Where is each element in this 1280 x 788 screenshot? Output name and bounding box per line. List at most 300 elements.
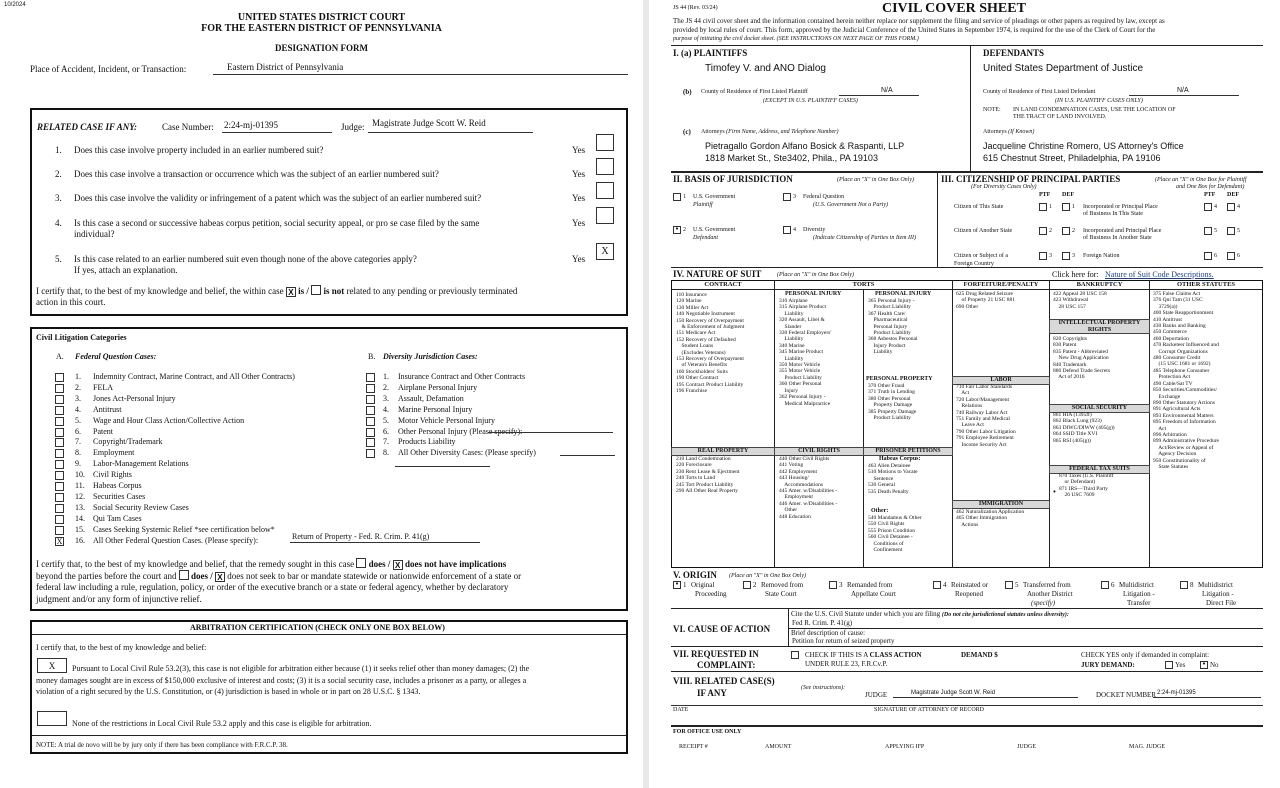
ptf-checkbox[interactable]: [1039, 252, 1047, 260]
fed-category-label: Cases Seeking Systemic Relief *see certification below*: [93, 524, 275, 534]
certify-related-part1: I certify that, to the best of my knowledge and belief, the within case: [36, 286, 284, 296]
origin-label: Original: [691, 581, 715, 589]
county-plaintiff-label: County of Residence of First Listed Plaintiff: [701, 89, 808, 95]
judge-value[interactable]: Magistrate Judge Scott W. Reid: [372, 118, 486, 128]
plaintiff-attorney-address[interactable]: 1818 Market St., Ste3402, Phila., PA 19103: [705, 153, 878, 163]
origin-label: Multidistrict: [1119, 581, 1154, 589]
fed-category-label: Antitrust: [93, 404, 122, 414]
diversity-category-checkbox[interactable]: [366, 438, 375, 447]
attorneys-hint: (Firm Name, Address, and Telephone Number): [726, 129, 839, 135]
diversity-category-checkbox[interactable]: [366, 395, 375, 404]
arb-not-eligible-checkbox[interactable]: X: [37, 658, 67, 673]
fed-category-checkbox[interactable]: [55, 373, 64, 382]
cause-heading: VI. CAUSE OF ACTION: [673, 624, 771, 634]
defendant-attorney-address[interactable]: 615 Chestnut Street, Philadelphia, PA 19106: [983, 153, 1161, 163]
does-not-seek-checkbox[interactable]: X: [215, 572, 225, 582]
defendants-value[interactable]: United States Department of Justice: [983, 63, 1144, 74]
diversity-category-number: 4.: [383, 404, 389, 414]
revision: (Rev. 03/24): [687, 5, 718, 11]
torts-pi-list[interactable]: 310 Airplane 315 Airplane Product Liability 320 Assault, Libel & Slander 330 Federal Employers' Liability 340 Marine 345 Marine Product Liability 350 Motor Vehicle 355 Motor Vehicle Product Liability 360 Other Personal Injury 362 Personal Injury - Medical Malpractice: [779, 298, 832, 407]
basis-checkbox[interactable]: [783, 226, 791, 234]
fed-category-number: 3.: [75, 393, 81, 403]
diversity-category-number: 1.: [383, 372, 389, 381]
diversity-category-label: Assault, Defamation: [398, 393, 464, 403]
fed-category-label: Indemnity Contract, Marine Contract, and All Other Contracts): [93, 372, 295, 381]
origin-number: 3: [839, 581, 843, 589]
def2-checkbox[interactable]: [1227, 227, 1235, 235]
def2-number: 5: [1237, 228, 1240, 234]
def-number: 1: [1072, 204, 1075, 210]
defendant-attorneys-label: [983, 129, 1034, 136]
citizenship-label: Citizen or Subject of a: [954, 253, 1008, 259]
origin-label-cont: Reopened: [955, 590, 983, 598]
fed-category-label: Habeas Corpus: [93, 481, 142, 490]
designation-form-title: DESIGNATION FORM: [274, 43, 369, 53]
certify-related-part3: action in this court.: [36, 297, 106, 307]
defendants-heading: DEFENDANTS: [983, 48, 1045, 58]
receipt-label: RECEIPT #: [679, 744, 708, 750]
irs-third-party-mark[interactable]: •: [1053, 489, 1056, 496]
court-name: UNITED STATES DISTRICT COURT: [237, 12, 406, 23]
civil-cover-sheet-title: CIVIL COVER SHEET: [882, 1, 1026, 16]
origin-label-cont2: (specify): [1031, 599, 1056, 607]
if-any-label: IF ANY: [697, 688, 727, 698]
office-judge-label: JUDGE: [1017, 744, 1036, 750]
question-yes-checkbox[interactable]: [596, 207, 614, 224]
ptf-checkbox[interactable]: [1039, 227, 1047, 235]
diversity-category-label: Airplane Personal Injury: [398, 382, 478, 392]
fed-a-label: A.: [56, 352, 64, 361]
certify-related-part2: related to any pending or previously terminated: [346, 286, 518, 296]
case-number-value[interactable]: 2:24-mj-01395: [224, 120, 278, 130]
does-not-label: does not have implications: [404, 559, 507, 569]
fed-category-checkbox[interactable]: [55, 515, 64, 524]
mag-judge-label: MAG. JUDGE: [1129, 744, 1165, 750]
labor-heading: LABOR: [952, 376, 1050, 385]
basis-number: 2: [683, 227, 686, 233]
cause-cite-note: (Do not cite jurisdictional statutes unless diversity):: [941, 612, 1069, 618]
form-version: 10/2024: [4, 2, 26, 8]
question-yes-label: Yes: [572, 145, 586, 155]
ptf-header: PTF: [1039, 192, 1051, 198]
fed-category-label: Jones Act-Personal Injury: [93, 393, 176, 403]
origin-label-cont: Proceeding: [695, 590, 727, 598]
nos-descriptions-link[interactable]: Nature of Suit Code Descriptions.: [1105, 270, 1214, 279]
ptf2-checkbox[interactable]: [1204, 227, 1212, 235]
diversity-category-checkbox[interactable]: [366, 417, 375, 426]
question-yes-label: Yes: [572, 169, 586, 179]
diversity-category-checkbox[interactable]: [366, 384, 375, 393]
social-security-heading: SOCIAL SECURITY: [1049, 404, 1150, 413]
origin-checkbox[interactable]: [743, 581, 751, 589]
does-checkbox[interactable]: [356, 558, 366, 568]
signature-label: SIGNATURE OF ATTORNEY OF RECORD: [874, 707, 985, 713]
basis-number: 4: [793, 227, 796, 233]
question-yes-checkbox[interactable]: [596, 158, 614, 175]
diversity-category-number: 7.: [383, 437, 389, 447]
other-statutes-list[interactable]: 375 False Claims Act 376 Qui Tam (31 USC 3729(a)) 400 State Reapportionment 410 Antitrust 430 Banks and Banking 450 Commerce 460 Deportation 470 Racketeer Influenced and Corrupt Organizations 480 Consumer Credit (15 USC 1681 or 1692) 485 Telephone Consumer Protection Act 490 Cable/Sat TV 850 Securities/Commodities/ Exchange 890 Other Statutory Actions 891 Agricultural Acts 893 Environmental Matters 895 Freedom of Information Act 896 Arbitration 899 Administrative Procedure Act/Review or Appeal of Agency Decision 950 Constitutionality of State Statutes: [1153, 291, 1219, 470]
personal-injury-heading-2: PERSONAL INJURY: [875, 291, 932, 297]
labor-list[interactable]: 710 Fair Labor Standards Act 720 Labor/Management Relations 740 Railway Labor Act 751 Family and Medical Leave Act 790 Other Labor Litigation 791 Employee Retirement Income Security Act: [956, 384, 1016, 448]
basis-label-cont: (Indicate Citizenship of Parties in Item III): [813, 235, 916, 241]
class-action-checkbox[interactable]: [791, 651, 799, 659]
diversity-category-number: 6.: [383, 426, 389, 436]
citizenship-hint: (Place an "X" in One Box for Plaintiff: [1155, 177, 1247, 183]
office-use-label: FOR OFFICE USE ONLY: [673, 729, 742, 735]
forfeiture-list[interactable]: 625 Drug Related Seizure of Property 21 USC 881 690 Other: [956, 291, 1015, 310]
docket-number-label: DOCKET NUMBER: [1096, 691, 1156, 699]
trial-de-novo-note: NOTE: A trial de novo will be by jury only if there has been compliance with F.R.C.P. 38.: [36, 741, 288, 749]
div-b-label: B.: [368, 352, 376, 361]
ptf-number: 1: [1049, 204, 1052, 210]
business-label-cont: of Business In Another State: [1083, 235, 1152, 241]
fed-category-number: 12.: [75, 491, 85, 501]
bankruptcy-list[interactable]: 422 Appeal 28 USC 158 423 Withdrawal 28 USC 157: [1053, 291, 1107, 310]
fed-category-number: 15.: [75, 524, 85, 534]
origin-checkbox[interactable]: •: [673, 581, 681, 589]
fed-category-checkbox[interactable]: [55, 384, 64, 393]
note-line2: THE TRACT OF LAND INVOLVED.: [1013, 114, 1107, 120]
def-number: 3: [1072, 253, 1075, 259]
jury-no-checkbox[interactable]: •: [1200, 661, 1208, 669]
fed-category-label: Social Security Review Cases: [93, 502, 189, 512]
related-judge-label: JUDGE: [865, 691, 888, 699]
fed-category-checkbox[interactable]: [55, 406, 64, 415]
fed-category-label: Wage and Hour Class Action/Collective Action: [93, 415, 245, 425]
question-text-cont: individual?: [74, 229, 115, 239]
nature-of-suit-heading: IV. NATURE OF SUIT: [673, 269, 762, 279]
diversity-category-label: Motor Vehicle Personal Injury: [398, 415, 495, 425]
social-security-list[interactable]: 861 HIA (1395ff) 862 Black Lung (923) 863 DIWC/DIWW (405(g)) 864 SSID Title XVI 865 RSI (405(g)): [1053, 412, 1115, 444]
diversity-category-label: Other Personal Injury (Please specify):: [398, 426, 523, 436]
cause-cite-label: [791, 610, 1069, 619]
fed-category-label: Qui Tam Cases: [93, 513, 142, 523]
certify-related-text: [36, 285, 517, 297]
cert2-line2: [36, 570, 521, 582]
cause-brief-label: Brief description of cause:: [791, 629, 866, 637]
col-torts: TORTS: [775, 281, 952, 290]
arb1-line2: money damages sought are in excess of $150,000 exclusive of interest and costs; (3) it is a social security case, includes a prisoner as a party, or alleges a: [36, 676, 527, 685]
basis-label-cont: (U.S. Government Not a Party): [813, 202, 888, 208]
origin-number: 4: [943, 581, 947, 589]
intro-line3: purpose of initiating the civil docket sheet. (SEE INSTRUCTIONS ON NEXT PAGE OF THIS FORM.): [673, 36, 919, 42]
fed-category-number: 14.: [75, 513, 85, 523]
civil-cover-sheet-page: [649, 0, 1280, 788]
fed-category-checkbox[interactable]: [55, 493, 64, 502]
does-not-checkbox[interactable]: X: [393, 560, 403, 570]
related-hint: (See instructions):: [801, 685, 846, 691]
origin-label-cont: Litigation -: [1202, 590, 1234, 598]
defendant-attorney-name[interactable]: Jacqueline Christine Romero, US Attorney's Office: [983, 141, 1184, 151]
fed-category-checkbox[interactable]: [55, 438, 64, 447]
origin-checkbox[interactable]: [933, 581, 941, 589]
related-case-title: RELATED CASE IF ANY:: [37, 122, 137, 132]
basis-checkbox[interactable]: [673, 193, 681, 201]
ptf2-number: 6: [1214, 253, 1217, 259]
real-property-list[interactable]: 210 Land Condemnation 220 Foreclosure 230 Rent Lease & Ejectment 240 Torts to Land 245 Tort Product Liability 290 All Other Real Property: [676, 456, 740, 495]
fed-category-label: FELA: [93, 382, 113, 392]
immigration-list[interactable]: 462 Naturalization Application 465 Other Immigration Actions: [956, 509, 1025, 528]
question-number: 4.: [55, 218, 62, 228]
origin-checkbox[interactable]: [1180, 581, 1188, 589]
origin-label-cont2: Direct File: [1206, 599, 1237, 607]
diversity-category-label: Marine Personal Injury: [398, 404, 473, 414]
fed-category-checkbox[interactable]: [55, 449, 64, 458]
county-defendant-value[interactable]: N/A: [1177, 87, 1189, 94]
cert2-text: I certify that, to the best of my knowledge and belief, that the remedy sought in this case: [36, 559, 355, 569]
class-action-text: CLASS ACTION: [869, 651, 922, 659]
jury-yes-label: Yes: [1175, 661, 1186, 669]
fed-category-checkbox[interactable]: [55, 471, 64, 480]
date-label: DATE: [673, 707, 689, 713]
def-checkbox[interactable]: [1062, 252, 1070, 260]
note-label: NOTE:: [983, 107, 1001, 113]
citizenship-diversity: (For Diversity Cases Only): [971, 184, 1037, 190]
ptf2-number: 5: [1214, 228, 1217, 234]
arb1-line3: violation of a right secured by the U.S. Constitution, or (4) jurisdiction is based in whole or in part on 28 U.S.C. § 1343.: [36, 687, 421, 696]
cert2-line1: [36, 558, 506, 570]
personal-property-heading: PERSONAL PROPERTY: [866, 376, 933, 382]
parties-divider: [970, 45, 971, 171]
fed-category-checkbox[interactable]: [55, 482, 64, 491]
col-divider-2: [863, 289, 864, 568]
question-yes-label: Yes: [572, 254, 586, 264]
cert2-text3: does not seek to bar or mandate statewide or nationwide enforcement of a state or: [227, 571, 522, 581]
prisoner-other-list[interactable]: 540 Mandamus & Other 550 Civil Rights 555 Prison Condition 560 Civil Detainee - Conditions of Confinement: [868, 515, 922, 554]
case-number-label: Case Number:: [162, 122, 214, 132]
fed-category-checkbox[interactable]: [55, 428, 64, 437]
place-label: Place of Accident, Incident, or Transaction:: [30, 64, 187, 74]
plaintiff-attorney-firm[interactable]: Pietragallo Gordon Alfano Bosick & Raspanti, LLP: [705, 141, 905, 151]
origin-label: Remanded from: [847, 581, 893, 589]
origin-label-cont: Another District: [1027, 590, 1073, 598]
origin-label-cont2: Transfer: [1127, 599, 1151, 607]
requested-rule: [671, 671, 1263, 672]
intro-line1: The JS 44 civil cover sheet and the information contained herein neither replace nor supplement the filing and service of pleadings or other papers as required by law, except as: [673, 17, 1165, 25]
col-contract: CONTRACT: [672, 281, 774, 290]
basis-heading: II. BASIS OF JURISDICTION: [673, 174, 793, 184]
county-plaintiff-value[interactable]: N/A: [881, 87, 893, 94]
fed-category-number: 4.: [75, 404, 81, 414]
county-defendant-label: County of Residence of First Listed Defendant: [983, 89, 1096, 95]
question-yes-label: Yes: [572, 193, 586, 203]
fed-category-label: Civil Rights: [93, 470, 132, 480]
note-divider: [32, 735, 626, 736]
question-text-cont: If yes, attach an explanation.: [74, 265, 178, 275]
other-label: Other:: [871, 508, 889, 514]
other-pi-line: [488, 423, 613, 433]
prisoner-petitions-heading: PRISONER PETITIONS: [863, 447, 953, 456]
b-label: (b): [683, 88, 692, 96]
def2-checkbox[interactable]: [1227, 203, 1235, 211]
arbitration-title: ARBITRATION CERTIFICATION (CHECK ONLY ONE BOX BELOW): [190, 623, 445, 632]
diversity-category-checkbox[interactable]: [366, 373, 375, 382]
federal-tax-heading: FEDERAL TAX SUITS: [1049, 465, 1150, 474]
arb2-text: None of the restrictions in Local Civil Rule 53.2 apply and this case is eligible for arbitration.: [72, 719, 372, 728]
def-header: DEF: [1062, 192, 1074, 198]
fed-category-checkbox[interactable]: [55, 504, 64, 513]
cause-statute[interactable]: Fed R. Crim. P. 41(g): [792, 619, 853, 627]
fed-category-number: 16.: [75, 535, 85, 545]
arb1-line1: Pursuant to Local Civil Rule 53.2(3), this case is not eligible for arbitration either because (1) it seeks relief other than money damages; (2) the: [72, 664, 530, 673]
basis-hint: (Place an "X" in One Box Only): [837, 177, 915, 183]
origin-number: 6: [1111, 581, 1115, 589]
fed-category-checkbox[interactable]: [55, 417, 64, 426]
question-text: Does this case involve the validity or infringement of a patent which was the subject of an earlier numbered suit?: [74, 193, 482, 203]
origin-label-cont: Litigation -: [1123, 590, 1155, 598]
origin-label-cont: Appellate Court: [851, 590, 896, 598]
question-text: Is this case a second or successive habeas corpus petition, social security appeal, or pro se case filed by the same: [74, 218, 480, 228]
related-cases-heading: VIII. RELATED CASE(S): [673, 676, 775, 686]
cause-description[interactable]: Petition for return of seized property: [792, 637, 895, 645]
office-rule: [671, 725, 1263, 727]
def2-number: 4: [1237, 204, 1240, 210]
citizenship-label: Citizen of Another State: [954, 228, 1013, 234]
origin-label: Transferred from: [1023, 581, 1071, 589]
is-related-checkbox[interactable]: X: [286, 287, 296, 297]
basis-number: 3: [793, 194, 796, 200]
question-yes-checkbox[interactable]: X: [596, 243, 614, 260]
arb-eligible-checkbox[interactable]: [37, 711, 67, 726]
ptf-header-2: PTF: [1204, 192, 1216, 198]
fed-category-number: 10.: [75, 470, 85, 480]
def2-checkbox[interactable]: [1227, 252, 1235, 260]
diversity-category-number: 3.: [383, 393, 389, 403]
basis-number: 1: [683, 194, 686, 200]
place-value[interactable]: Eastern District of Pennsylvania: [227, 62, 344, 72]
basis-label: Diversity: [803, 227, 826, 233]
date-sig-line: [671, 705, 1263, 706]
col-divider-3: [952, 280, 953, 568]
c-label: (c): [683, 128, 691, 136]
is-not-related-checkbox[interactable]: [311, 285, 321, 295]
civil-rights-heading: CIVIL RIGHTS: [774, 447, 864, 456]
basis-label-cont: Plaintiff: [693, 202, 713, 208]
amount-label: AMOUNT: [765, 744, 792, 750]
origin-label: Reinstated or: [951, 581, 989, 589]
fed-category-number: 9.: [75, 459, 81, 469]
diversity-title: Diversity Jurisdiction Cases:: [383, 352, 478, 361]
js44-label: JS 44: [673, 5, 687, 11]
ptf2-checkbox[interactable]: [1204, 252, 1212, 260]
is-not-label: is not: [323, 286, 345, 296]
ip-rights-list[interactable]: 820 Copyrights 830 Patent 835 Patent - Abbreviated New Drug Application 840 Trademark 880 Defend Trade Secrets Act of 2016: [1053, 336, 1110, 381]
business-label: Incorporated and Principal Place: [1083, 228, 1162, 234]
ptf2-number: 4: [1214, 204, 1217, 210]
plaintiffs-value[interactable]: Timofey V. and ANO Dialog: [705, 63, 826, 74]
citizenship-heading: III. CITIZENSHIP OF PRINCIPAL PARTIES: [941, 174, 1121, 184]
court-district: FOR THE EASTERN DISTRICT OF PENNSYLVANIA: [201, 23, 442, 34]
origin-checkbox[interactable]: [1101, 581, 1109, 589]
fed-category-number: 11.: [75, 481, 85, 490]
citizenship-label: Citizen of This State: [954, 204, 1004, 210]
question-yes-checkbox[interactable]: [596, 182, 614, 199]
question-yes-label: Yes: [572, 218, 586, 228]
jury-yes-checkbox[interactable]: [1165, 661, 1173, 669]
requested-heading: VII. REQUESTED IN: [673, 649, 759, 659]
civil-rights-list[interactable]: 440 Other Civil Rights 441 Voting 442 Employment 443 Housing/ Accommodations 445 Amer. w/Disabilities - Employment 446 Amer. w/Disabilities - Other 448 Education: [779, 456, 838, 520]
fed-category-number: 8.: [75, 448, 81, 458]
arbitration-divider: [32, 634, 626, 635]
diversity-category-label: All Other Diversity Cases: (Please specify): [398, 448, 536, 458]
check-yes-label: CHECK YES only if demanded in complaint:: [1081, 651, 1210, 659]
origin-label-cont: State Court: [765, 590, 797, 598]
origin-heading: V. ORIGIN: [673, 570, 717, 580]
ptf-checkbox[interactable]: [1039, 203, 1047, 211]
def-checkbox[interactable]: [1062, 227, 1070, 235]
personal-property-list[interactable]: 370 Other Fraud 371 Truth in Lending 380 Other Personal Property Damage 385 Property Damage Product Liability: [868, 383, 917, 422]
does-seek-label: does /: [190, 571, 213, 581]
ip-rights-heading: INTELLECTUAL PROPERTY RIGHTS: [1049, 319, 1150, 334]
fed-category-checkbox[interactable]: [55, 395, 64, 404]
check-if-text: CHECK IF THIS IS A: [805, 651, 868, 659]
origin-number: 2: [753, 581, 757, 589]
cert2-line3: federal law including a rule, regulation, policy, or order of the executive branch or a state or federal agency, whether by declaratory: [36, 582, 509, 592]
fed16-value[interactable]: Return of Property - Fed. R. Crim. P. 41(g): [292, 532, 430, 541]
federal-tax-list[interactable]: 870 Taxes (U.S. Plaintiff or Defendant) 871 IRS—Third Party 26 USC 7609: [1059, 473, 1114, 499]
diversity-category-checkbox[interactable]: [366, 406, 375, 415]
other-div-line: [560, 446, 615, 456]
habeas-list[interactable]: 463 Alien Detainee 510 Motions to Vacate Sentence 530 General 535 Death Penalty: [868, 463, 918, 495]
fed-category-checkbox[interactable]: X: [56, 536, 63, 546]
diversity-category-number: 8.: [383, 448, 389, 458]
fed-category-label: Employment: [93, 448, 135, 458]
def-checkbox[interactable]: [1062, 203, 1070, 211]
origin-checkbox[interactable]: [1005, 581, 1013, 589]
ptf2-checkbox[interactable]: [1204, 203, 1212, 211]
question-number: 5.: [55, 254, 62, 264]
personal-injury-heading: PERSONAL INJURY: [785, 291, 842, 297]
in-us-note: (IN U.S. PLAINTIFF CASES ONLY): [1055, 98, 1143, 104]
basis-checkbox[interactable]: [783, 193, 791, 201]
cause-divider: [788, 608, 789, 646]
origin-checkbox[interactable]: [829, 581, 837, 589]
real-property-heading: REAL PROPERTY: [671, 447, 775, 456]
habeas-corpus-label: Habeas Corpus:: [879, 456, 921, 462]
contract-list[interactable]: 110 Insurance 120 Marine 130 Miller Act 140 Negotiable Instrument 150 Recovery of Overpayment & Enforcement of Judgment 151 Medicare Act 152 Recovery of Defaulted Student Loans (Excludes Veterans) 153 Recovery of Overpayment of Veteran's Benefits 160 Stockholders' Suits 190 Other Contract 195 Contract Product Liability 196 Franchise: [676, 292, 745, 395]
intro-line2: provided by local rules of court. This form, approved by the Judicial Conference of the United States in September 1974, is required for the use of the Clerk of Court for the: [673, 26, 1156, 34]
diversity-category-checkbox[interactable]: [366, 428, 375, 437]
diversity-category-label: Insurance Contract and Other Contracts: [398, 372, 526, 381]
fed-category-number: 7.: [75, 437, 81, 447]
basis-label: Federal Question: [803, 194, 845, 200]
related-judge-value[interactable]: Magistrate Judge Scott W. Reid: [911, 690, 996, 696]
other-div-line2: [395, 457, 490, 467]
arb-intro: I certify that, to the best of my knowledge and belief:: [36, 643, 207, 652]
does-seek-checkbox[interactable]: [179, 570, 189, 580]
business-label: Foreign Nation: [1083, 253, 1120, 259]
complaint-label: COMPLAINT:: [697, 660, 756, 670]
question-yes-checkbox[interactable]: [596, 134, 614, 151]
fed-category-checkbox[interactable]: [55, 460, 64, 469]
def-number: 2: [1072, 228, 1075, 234]
attorneys-word2: Attorneys: [983, 129, 1007, 135]
jury-demand-label: JURY DEMAND:: [1081, 661, 1135, 669]
if-known: (If Known): [1008, 129, 1035, 135]
fed-category-checkbox[interactable]: [55, 526, 64, 535]
basis-checkbox[interactable]: •: [673, 226, 681, 234]
torts-pi2-list[interactable]: 365 Personal Injury - Product Liability 367 Health Care/ Pharmaceutical Personal Injury Product Liability 368 Asbestos Personal Injury Product Liability: [868, 298, 918, 356]
immigration-heading: IMMIGRATION: [952, 500, 1050, 509]
diversity-category-number: 2.: [383, 382, 389, 392]
section-rule: [671, 267, 1263, 268]
fed-category-number: 13.: [75, 502, 85, 512]
fed-category-label: Patent: [93, 426, 113, 436]
def2-number: 6: [1237, 253, 1240, 259]
diversity-category-checkbox[interactable]: [366, 449, 375, 458]
docket-number-value[interactable]: 2:24-mj-01395: [1157, 690, 1196, 696]
cause-cite-text: Cite the U.S. Civil Statute under which you are filing: [791, 610, 941, 618]
